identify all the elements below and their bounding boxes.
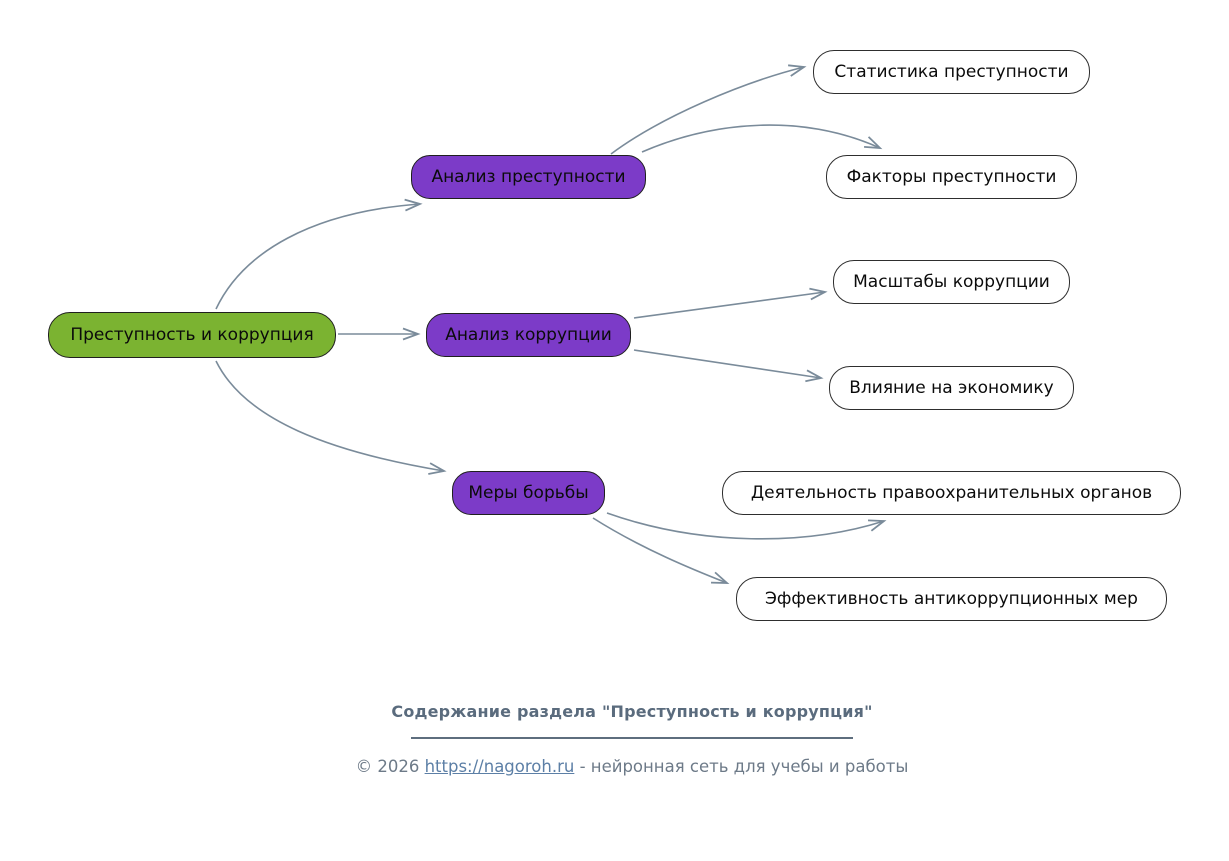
leaf-node-label: Деятельность правоохранительных органов: [750, 483, 1153, 503]
branch-node-label: Анализ преступности: [431, 167, 626, 187]
edge-root-to-countermeasures: [216, 361, 444, 471]
edge-crime-to-factors: [642, 125, 880, 152]
edge-corruption-to-scale: [634, 292, 825, 318]
root-node-crime-and-corruption: [48, 312, 336, 358]
branch-node-label: Анализ коррупции: [445, 325, 612, 345]
leaf-node-crime-factors: [826, 155, 1077, 199]
edge-crime-to-statistics: [611, 67, 804, 154]
footer-section-title: Содержание раздела "Преступность и коррупция": [391, 702, 873, 721]
copyright-suffix: - нейронная сеть для учебы и работы: [574, 757, 909, 776]
leaf-node-label: Эффективность антикоррупционных мер: [765, 589, 1138, 609]
branch-node-label: Меры борьбы: [468, 483, 589, 503]
footer-copyright: [35, 757, 1229, 776]
leaf-node-label: Влияние на экономику: [849, 378, 1054, 398]
footer: [35, 702, 1229, 776]
edge-corruption-to-economy: [634, 350, 821, 378]
site-link[interactable]: https://nagoroh.ru: [424, 757, 575, 776]
leaf-node-label: Масштабы коррупции: [853, 272, 1050, 292]
root-node-label: Преступность и коррупция: [70, 325, 314, 345]
leaf-node-anticorruption-effectiveness: [736, 577, 1167, 621]
branch-node-corruption-analysis: [426, 313, 631, 357]
leaf-node-label: Факторы преступности: [846, 167, 1057, 187]
edge-root-to-crime-analysis: [216, 204, 420, 309]
copyright-prefix: © 2026: [355, 757, 425, 776]
edge-measures-to-law-enforcement: [607, 513, 884, 539]
leaf-node-corruption-scale: [833, 260, 1070, 304]
branch-node-crime-analysis: [411, 155, 646, 199]
branch-node-countermeasures: [452, 471, 605, 515]
footer-divider: [411, 737, 853, 739]
leaf-node-label: Статистика преступности: [834, 62, 1069, 82]
leaf-node-economy-impact: [829, 366, 1074, 410]
leaf-node-law-enforcement-activity: [722, 471, 1181, 515]
leaf-node-crime-statistics: [813, 50, 1090, 94]
